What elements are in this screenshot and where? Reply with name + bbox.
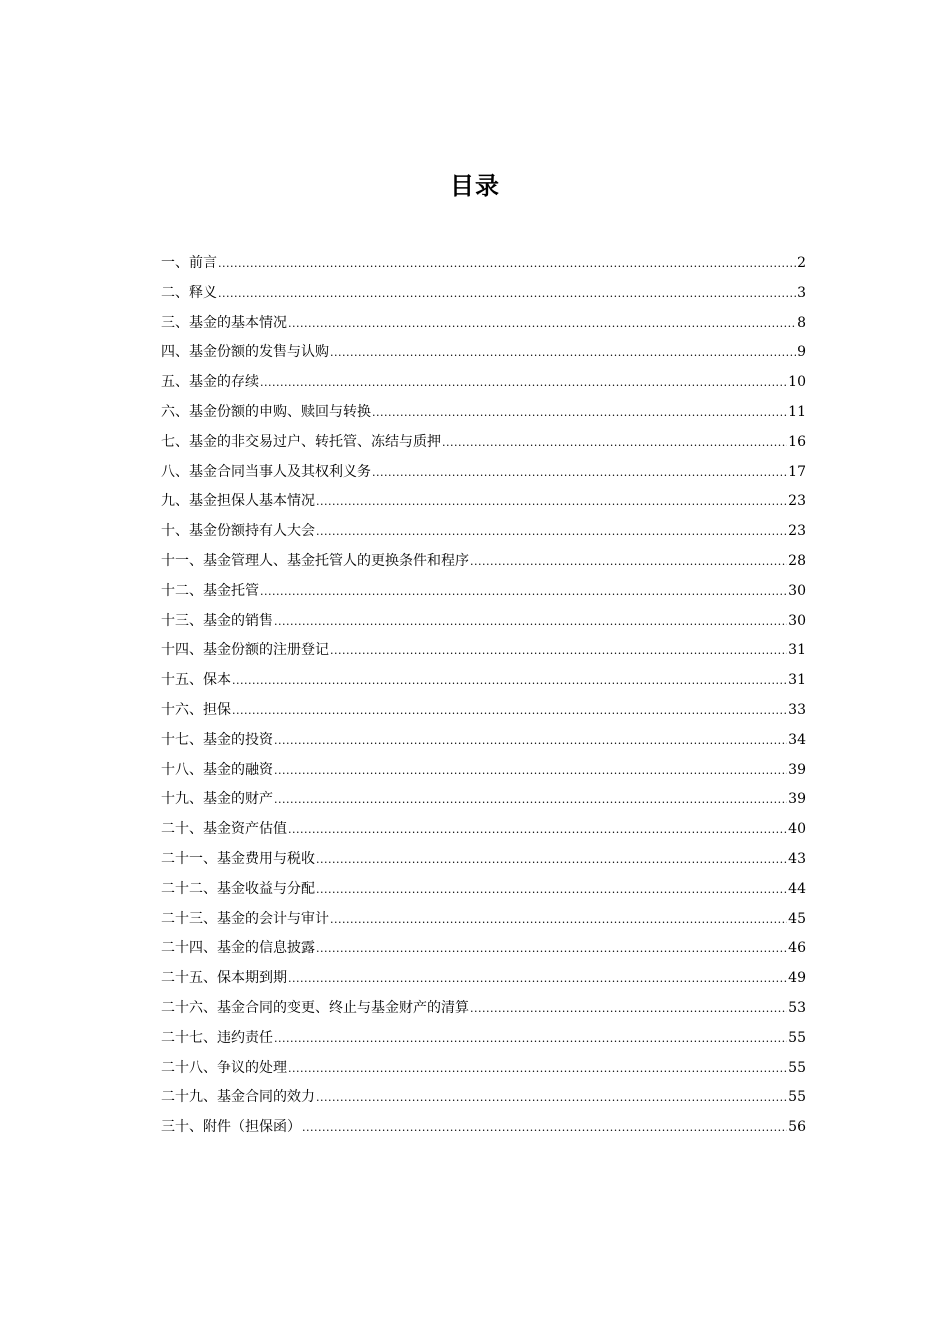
toc-entry[interactable]	[161, 428, 806, 458]
toc-dot-leader	[274, 607, 787, 637]
toc-entry-label: 二十六、基金合同的变更、终止与基金财产的清算	[161, 999, 469, 1016]
toc-entry[interactable]	[161, 309, 806, 339]
toc-entry[interactable]	[161, 845, 806, 875]
toc-page-number: 28	[788, 552, 806, 569]
toc-dot-leader	[316, 875, 787, 905]
toc-entry-label: 十一、基金管理人、基金托管人的更换条件和程序	[161, 552, 469, 569]
toc-entry-label: 三十、附件（担保函）	[161, 1119, 301, 1136]
toc-dot-leader	[274, 1024, 787, 1054]
toc-entry-label: 五、基金的存续	[161, 374, 259, 391]
toc-page-number: 55	[788, 1089, 806, 1106]
toc-entry-label: 六、基金份额的申购、赎回与转换	[161, 403, 371, 420]
toc-entry[interactable]	[161, 338, 806, 368]
toc-dot-leader	[442, 428, 787, 458]
toc-entry-label: 十六、担保	[161, 701, 231, 718]
toc-entry-label: 九、基金担保人基本情况	[161, 493, 315, 510]
toc-page-number: 31	[788, 672, 806, 689]
table-of-contents	[161, 249, 806, 1143]
toc-entry-label: 十二、基金托管	[161, 582, 259, 599]
toc-page-number: 3	[797, 284, 806, 301]
toc-page-number: 55	[788, 1059, 806, 1076]
toc-page-number: 44	[788, 880, 806, 897]
toc-dot-leader	[470, 547, 787, 577]
toc-entry-label: 三、基金的基本情况	[161, 314, 287, 331]
toc-entry-label: 八、基金合同当事人及其权利义务	[161, 463, 371, 480]
toc-entry-label: 二十四、基金的信息披露	[161, 940, 315, 957]
toc-dot-leader	[232, 666, 787, 696]
toc-entry[interactable]	[161, 666, 806, 696]
toc-dot-leader	[288, 964, 787, 994]
toc-entry[interactable]	[161, 815, 806, 845]
toc-entry[interactable]	[161, 1113, 806, 1143]
toc-entry-label: 二十八、争议的处理	[161, 1059, 287, 1076]
toc-entry[interactable]	[161, 547, 806, 577]
toc-entry[interactable]	[161, 249, 806, 279]
toc-entry-label: 二十五、保本期到期	[161, 970, 287, 987]
toc-page-number: 23	[788, 493, 806, 510]
toc-page-number: 33	[788, 701, 806, 718]
toc-entry-label: 二十三、基金的会计与审计	[161, 910, 329, 927]
toc-page-number: 11	[788, 403, 806, 420]
toc-page-number: 43	[788, 850, 806, 867]
toc-entry[interactable]	[161, 756, 806, 786]
toc-entry[interactable]	[161, 1024, 806, 1054]
toc-dot-leader	[288, 1054, 787, 1084]
toc-entry[interactable]	[161, 905, 806, 935]
toc-page-number: 39	[788, 761, 806, 778]
toc-entry[interactable]	[161, 964, 806, 994]
toc-dot-leader	[330, 905, 787, 935]
toc-entry[interactable]	[161, 607, 806, 637]
toc-page-number: 2	[797, 255, 806, 271]
toc-entry-label: 二十一、基金费用与税收	[161, 850, 315, 867]
toc-dot-leader	[274, 726, 787, 756]
toc-entry-label: 十九、基金的财产	[161, 791, 273, 808]
toc-entry-label: 一、前言	[161, 255, 217, 271]
toc-page-number: 31	[788, 642, 806, 659]
toc-dot-leader	[288, 815, 787, 845]
toc-entry-label: 二十、基金资产估值	[161, 821, 287, 838]
toc-entry-label: 十五、保本	[161, 672, 231, 689]
toc-page-number: 9	[797, 344, 806, 361]
toc-entry[interactable]	[161, 517, 806, 547]
toc-dot-leader	[372, 458, 787, 488]
toc-entry[interactable]	[161, 1054, 806, 1084]
toc-dot-leader	[232, 696, 787, 726]
toc-entry[interactable]	[161, 458, 806, 488]
toc-entry-label: 十、基金份额持有人大会	[161, 523, 315, 540]
toc-entry-label: 十八、基金的融资	[161, 761, 273, 778]
toc-page-number: 40	[788, 821, 806, 838]
toc-dot-leader	[330, 636, 787, 666]
toc-dot-leader	[260, 368, 787, 398]
page-title: 目录	[450, 172, 500, 200]
toc-entry[interactable]	[161, 696, 806, 726]
toc-page-number: 39	[788, 791, 806, 808]
toc-dot-leader	[316, 517, 787, 547]
toc-dot-leader	[260, 577, 787, 607]
toc-entry-label: 二十二、基金收益与分配	[161, 880, 315, 897]
toc-dot-leader	[274, 756, 787, 786]
toc-dot-leader	[218, 249, 796, 279]
toc-dot-leader	[316, 487, 787, 517]
toc-page-number: 10	[788, 374, 806, 391]
toc-entry[interactable]	[161, 875, 806, 905]
toc-entry[interactable]	[161, 994, 806, 1024]
toc-page-number: 56	[788, 1119, 806, 1136]
toc-dot-leader	[288, 309, 796, 339]
toc-page-number: 45	[788, 910, 806, 927]
toc-dot-leader	[316, 934, 787, 964]
toc-page-number: 30	[788, 612, 806, 629]
toc-entry-label: 十四、基金份额的注册登记	[161, 642, 329, 659]
toc-entry-label: 七、基金的非交易过户、转托管、冻结与质押	[161, 433, 441, 450]
toc-dot-leader	[274, 785, 787, 815]
toc-entry[interactable]	[161, 487, 806, 517]
toc-entry-label: 十七、基金的投资	[161, 731, 273, 748]
toc-entry[interactable]	[161, 398, 806, 428]
toc-entry[interactable]	[161, 785, 806, 815]
toc-entry-label: 二十七、违约责任	[161, 1029, 273, 1046]
toc-page-number: 49	[788, 970, 806, 987]
toc-entry[interactable]	[161, 636, 806, 666]
toc-page-number: 16	[788, 433, 806, 450]
toc-page-number: 46	[788, 940, 806, 957]
toc-entry-label: 二、释义	[161, 284, 217, 301]
toc-dot-leader	[470, 994, 787, 1024]
toc-entry[interactable]	[161, 726, 806, 756]
toc-dot-leader	[316, 1083, 787, 1113]
toc-entry[interactable]	[161, 934, 806, 964]
toc-page-number: 53	[788, 999, 806, 1016]
toc-dot-leader	[316, 845, 787, 875]
toc-page-number: 34	[788, 731, 806, 748]
toc-entry[interactable]	[161, 368, 806, 398]
toc-page-number: 30	[788, 582, 806, 599]
toc-page-number: 55	[788, 1029, 806, 1046]
toc-dot-leader	[218, 279, 796, 309]
toc-entry[interactable]	[161, 577, 806, 607]
toc-dot-leader	[330, 338, 796, 368]
toc-entry[interactable]	[161, 1083, 806, 1113]
toc-page-number: 8	[797, 314, 806, 331]
toc-dot-leader	[372, 398, 787, 428]
toc-dot-leader	[302, 1113, 787, 1143]
toc-page-number: 23	[788, 523, 806, 540]
toc-page-number: 17	[788, 463, 806, 480]
toc-entry-label: 二十九、基金合同的效力	[161, 1089, 315, 1106]
toc-entry-label: 十三、基金的销售	[161, 612, 273, 629]
toc-entry[interactable]	[161, 279, 806, 309]
toc-entry-label: 四、基金份额的发售与认购	[161, 344, 329, 361]
